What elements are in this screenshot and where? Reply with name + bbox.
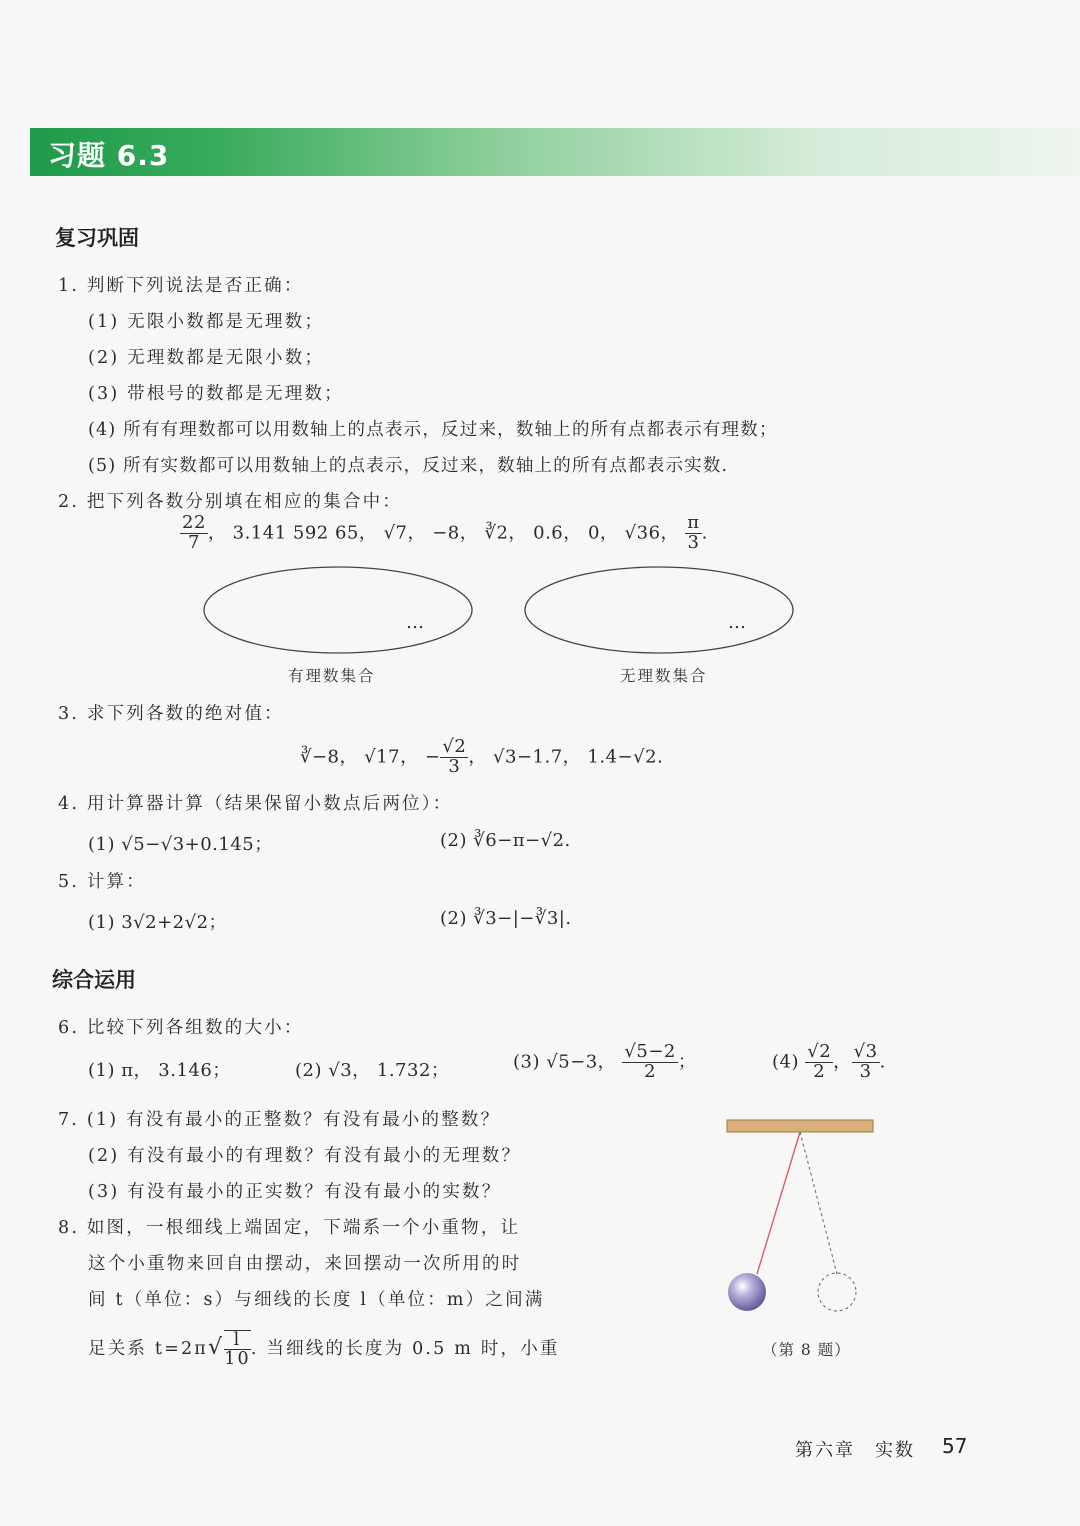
fraction-root3-over-3: $\frac{√3}{3}$ [853,1041,878,1082]
pendulum-ball [728,1273,766,1311]
exercise-banner [30,128,1080,176]
fraction-root5-minus-2-over-2: $\frac{√5-2}{2}$ [624,1041,676,1082]
fraction-22-7: $\frac{22}{7}$ [182,512,206,553]
rational-set-dots: … [406,612,425,633]
q4-stem: 4. 用计算器计算（结果保留小数点后两位）： [58,794,453,814]
page-number: 57 [942,1434,968,1458]
q1-item: (3) 带根号的数都是无理数； [88,384,344,404]
q6-item-1: (1) π， 3.146； [88,1060,231,1081]
q1-item: (1) 无限小数都是无理数； [88,312,325,332]
q7-item: 7. (1) 有没有最小的正整数？有没有最小的整数？ [58,1110,501,1130]
rational-set-ellipse [204,567,472,653]
fraction-pi-3: $\frac{\pi}{3}$ [687,512,700,553]
q8-line: 8. 如图，一根细线上端固定，下端系一个小重物，让 [58,1218,521,1238]
q2-stem: 2. 把下列各数分别填在相应的集合中： [58,492,403,512]
q7-item: (3) 有没有最小的正实数？有没有最小的实数？ [88,1182,502,1202]
q5-item-1: (1) 3√2+2√2； [88,912,228,933]
q5-stem: 5. 计算： [58,872,146,892]
q6-item-3: (3) √5−3， $\frac{√5-2}{2}$ ； [513,1041,697,1082]
pendulum-string-dashed [800,1132,837,1274]
section-heading-applied: 综合运用 [52,968,136,992]
q7-item: (2) 有没有最小的有理数？有没有最小的无理数？ [88,1146,522,1166]
q8-line: 间 t（单位：s）与细线的长度 l（单位：m）之间满 [88,1290,545,1310]
chapter-label: 第六章 实数 [795,1440,915,1461]
q1-item: (4) 所有有理数都可以用数轴上的点表示，反过来，数轴上的所有点都表示有理数； [88,420,778,440]
set-ellipses [200,560,810,660]
q3-stem: 3. 求下列各数的绝对值： [58,704,284,724]
q6-item-2: (2) √3， 1.732； [295,1060,450,1081]
q5-item-2: (2) ∛3−|−∛3|. [440,908,572,929]
q3-expressions: ∛−8， √17， − $\frac{√2}{3}$ ， √3−1.7， 1.4−√2. [300,736,664,777]
q8-line: 这个小重物来回自由摆动，来回摆动一次所用的时 [88,1254,522,1274]
q1-item: (2) 无理数都是无限小数； [88,348,325,368]
q2-number-list: $\frac{22}{7}$ ， 3.141 592 65， √7， −8， ∛2， 0.6， 0， √36， $\frac{\pi}{3}$ . [182,512,708,553]
section-heading-review: 复习巩固 [55,226,139,250]
figure-caption: （第 8 题） [762,1341,851,1359]
q8-line-formula: 足关系 t=2π√ $\frac{l}{10}$ . 当细线的长度为 0.5 m 时，小重 [88,1330,560,1370]
pendulum-beam [727,1120,873,1132]
irrational-set-ellipse [525,567,793,653]
fraction-l-over-10: $\frac{l}{10}$ [224,1330,251,1370]
q6-stem: 6. 比较下列各组数的大小： [58,1018,304,1038]
q4-item-1: (1) √5−√3+0.145； [88,834,273,855]
fraction-root2-3: $\frac{√2}{3}$ [442,736,467,777]
irrational-set-label: 无理数集合 [620,667,708,685]
irrational-set-dots: … [728,612,747,633]
exercise-title: 习题 6.3 [48,139,170,172]
pendulum-string [757,1132,800,1274]
q4-item-2: (2) ∛6−π−√2. [440,830,571,851]
q6-item-4: (4) $\frac{√2}{2}$ ， $\frac{√3}{3}$ . [772,1041,886,1082]
q1-stem: 1. 判断下列说法是否正确： [58,276,304,296]
rational-set-label: 有理数集合 [288,667,376,685]
pendulum-ball-ghost [818,1273,856,1311]
q1-item: (5) 所有实数都可以用数轴上的点表示，反过来，数轴上的所有点都表示实数. [88,456,729,476]
pendulum-figure [715,1112,895,1322]
fraction-root2-over-2: $\frac{√2}{2}$ [807,1041,832,1082]
